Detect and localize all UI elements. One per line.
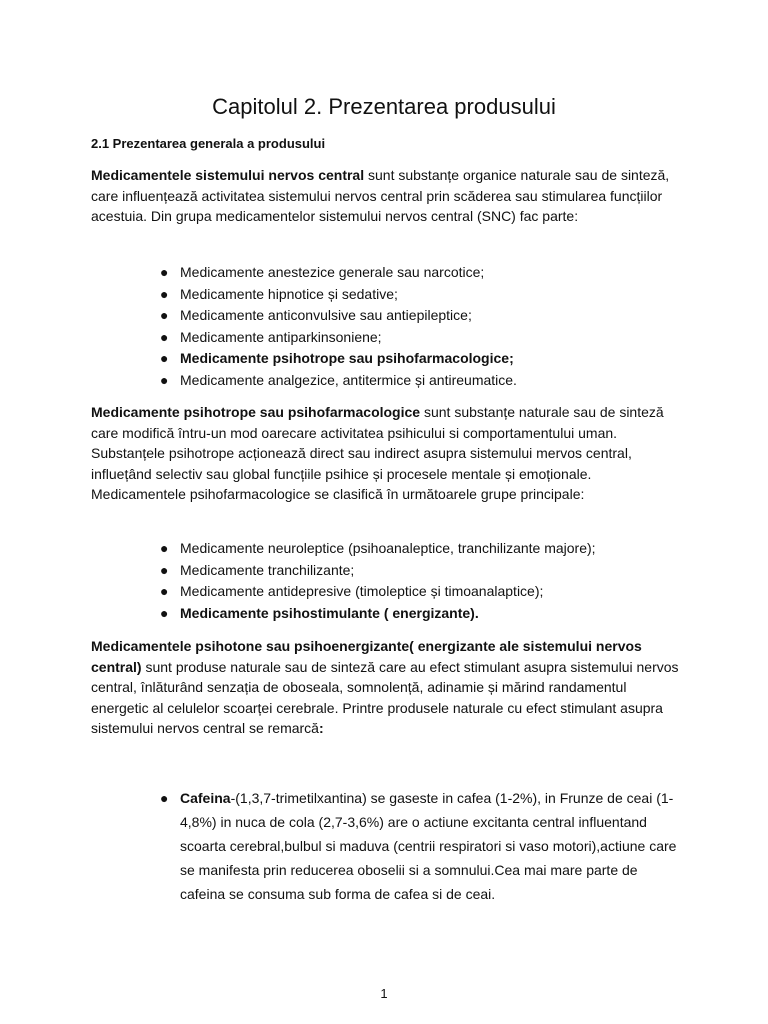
bullet-icon: ●	[160, 350, 169, 367]
list-item	[160, 538, 700, 560]
natural-stimulants-list	[160, 786, 680, 906]
bullet-icon: ●	[160, 371, 169, 388]
list-item	[160, 560, 700, 582]
bullet-icon: ●	[160, 540, 169, 556]
list-item	[160, 327, 700, 349]
list-item	[160, 284, 700, 306]
paragraph-psihotrope-lead: Medicamente psihotrope sau psihofarmacologice	[91, 404, 421, 420]
bullet-icon: ●	[160, 790, 169, 806]
psihotrope-group-list	[160, 538, 700, 624]
paragraph-snc-text: sunt substanțe organice naturale sau de sinteză, care influențează activitatea sistemului nervos central prin scăderea sau stimularea funcțiilor acestuia. Din grupa medicamentelor sistemului nervos central (SNC) fac parte:	[91, 167, 670, 224]
bullet-icon: ●	[160, 583, 169, 600]
page-title: Capitolul 2. Prezentarea produsului	[212, 94, 556, 119]
list-item-text: Medicamente neuroleptice (psihoanaleptice, tranchilizante majore);	[180, 540, 596, 556]
list-item-text: Medicamente psihostimulante ( energizante).	[180, 604, 479, 621]
list-item-text: Medicamente hipnotice și sedative;	[180, 285, 398, 302]
list-item	[160, 262, 700, 284]
list-item-text: Medicamente analgezice, antitermice și antireumatice.	[180, 371, 517, 388]
paragraph-snc	[91, 165, 681, 227]
list-item-text: Medicamente anticonvulsive sau antiepileptice;	[180, 307, 472, 324]
list-item-text: Medicamente anestezice generale sau narcotice;	[180, 264, 485, 280]
bullet-icon: ●	[160, 285, 169, 302]
list-item-text: Medicamente antiparkinsoniene;	[180, 328, 382, 345]
list-item	[160, 603, 700, 625]
section-heading: 2.1 Prezentarea generala a produsului	[91, 136, 326, 151]
paragraph-psihotone-lead: Medicamentele psihotone sau psihoenergizante( energizante ale sistemului nervos central)	[91, 638, 642, 675]
list-item	[160, 786, 680, 906]
list-item-text: -(1,3,7-trimetilxantina) se gaseste in cafea (1-2%), in Frunze de ceai (1-4,8%) in nuca de cola (2,7-3,6%) are o actiune excitanta central influentand scoarta cerebral,bulbul si maduva (centrii respiratori si vaso motori),actiune care se manifesta prin reducerea oboselii si a somnului.Cea mai mare parte de cafeina se consuma sub forma de cafea si de ceai.	[180, 790, 677, 902]
bullet-icon: ●	[160, 604, 169, 621]
list-item	[160, 370, 700, 392]
paragraph-snc-lead: Medicamentele sistemului nervos central	[91, 167, 365, 183]
bullet-icon: ●	[160, 264, 169, 280]
list-item-term: Cafeina	[180, 790, 231, 806]
snc-medication-list	[160, 262, 700, 392]
paragraph-psihotone-text: sunt produse naturale sau de sinteză care au efect stimulant asupra sistemului nervos central, înlăturând senzația de oboseala, somnolență, adinamie și mărind randamentul energetic al celulelor scoarței cerebrale. Printre produsele naturale cu efect stimulant asupra sistemului nervos central se remarcă	[91, 658, 679, 736]
list-item-text: Medicamente antidepresive (timoleptice și timoanalaptice);	[180, 583, 544, 600]
list-item	[160, 348, 700, 370]
paragraph-psihotrope-text: sunt substanțe naturale sau de sinteză care modifică întru-un mod oarecare activitatea psihicului si comportamentului uman. Substanțele psihotrope acționează direct sau indirect asupra sistemului mervos central, influețând selectiv sau global funcțiile psihice și procesele mentale și emoționale. Medicamentele psihofarmacologice se clasifică în următoarele grupe principale:	[91, 404, 664, 502]
list-item	[160, 305, 700, 327]
bullet-icon: ●	[160, 561, 169, 578]
paragraph-psihotrope	[91, 402, 681, 505]
list-item	[160, 581, 700, 603]
paragraph-psihotone-colon: :	[318, 720, 324, 736]
bullet-icon: ●	[160, 307, 169, 324]
list-item-text: Medicamente tranchilizante;	[180, 561, 355, 578]
paragraph-psihotone	[91, 636, 681, 739]
page-number: 1	[380, 986, 388, 1001]
bullet-icon: ●	[160, 328, 169, 345]
list-item-text: Medicamente psihotrope sau psihofarmacologice;	[180, 350, 514, 367]
